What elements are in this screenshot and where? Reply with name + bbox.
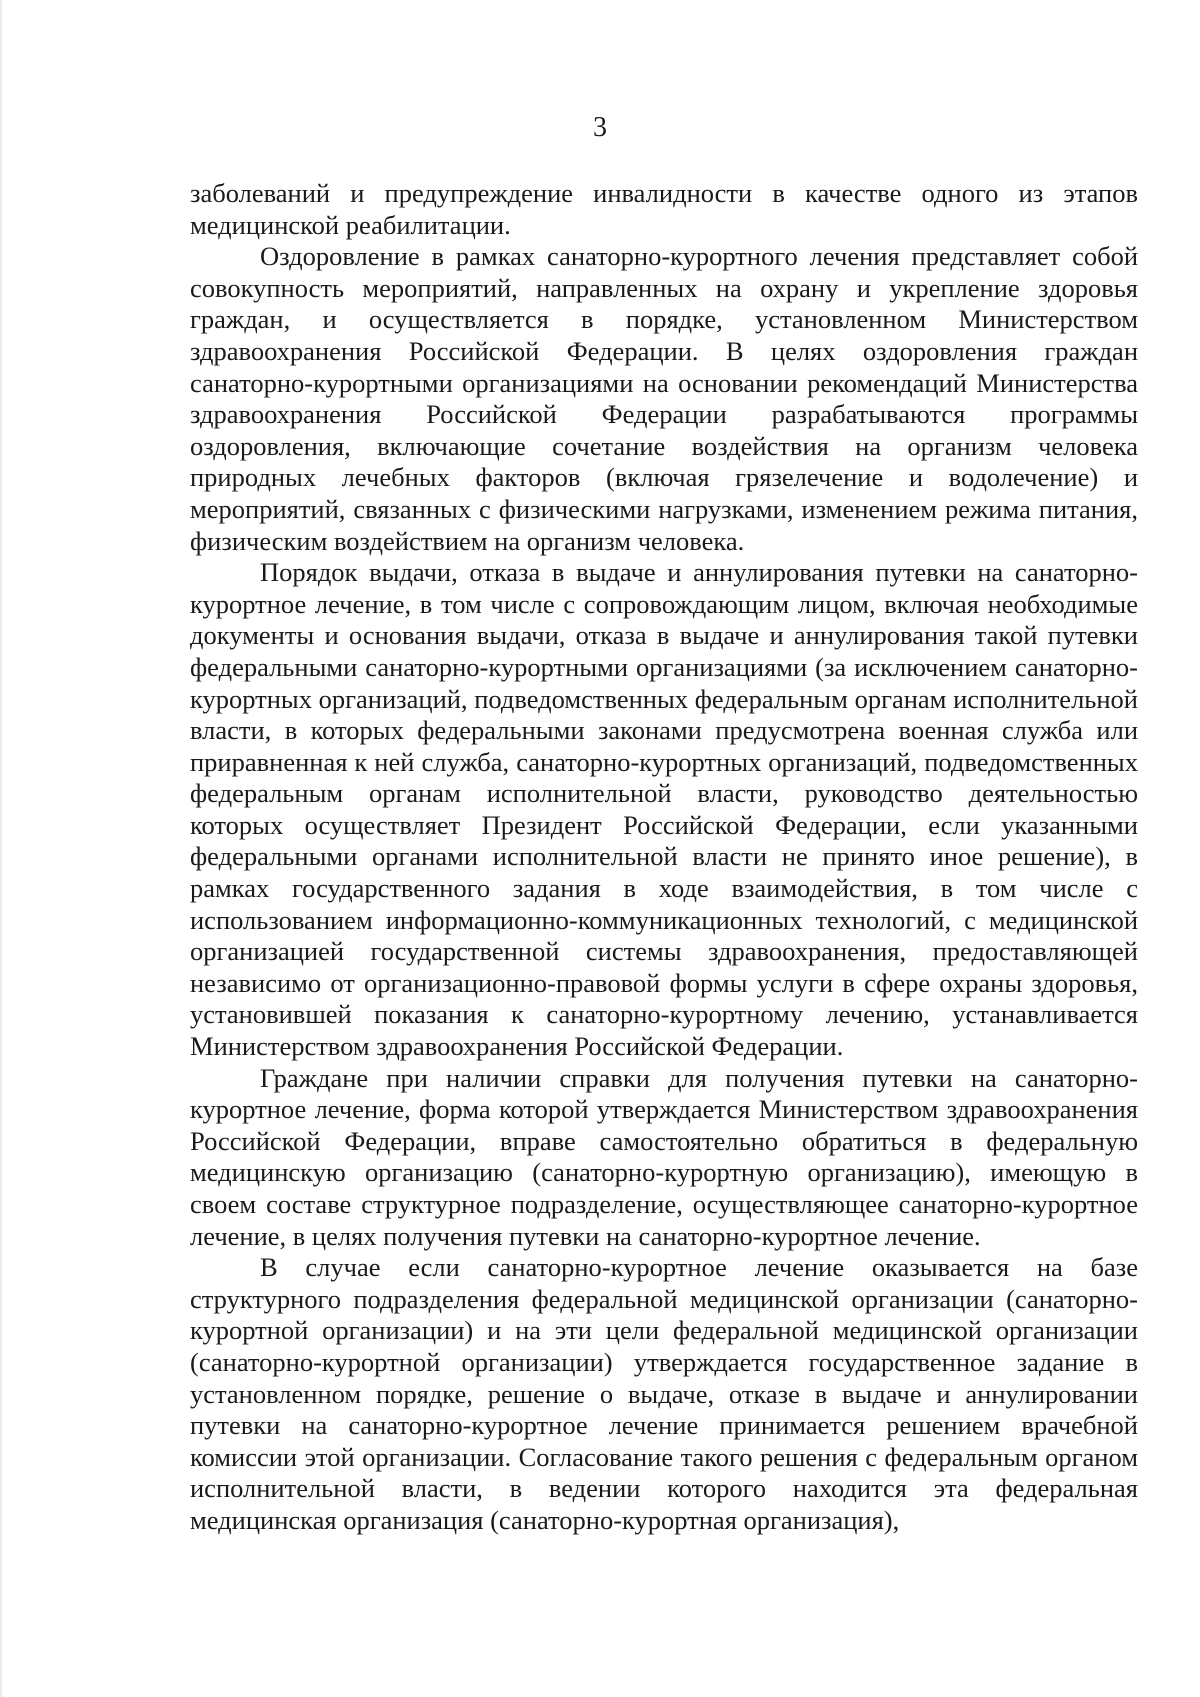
paragraph-2: Оздоровление в рамках санаторно-курортного лечения представляет собой совокупность мероприятий, направленных на охрану и укрепление здоровья граждан, и осуществляется в порядке, установленном Министерством здравоохранения Российской Федерации. В целях оздоровления граждан санаторно-курортными организациями на основании рекомендаций Министерства здравоохранения Российской Федерации разрабатываются программы оздоровления, включающие сочетание воздействия на организм человека природных лечебных факторов (включая грязелечение и водолечение) и мероприятий, связанных с физическими нагрузками, изменением режима питания, физическим воздействием на организм человека. xyxy=(190,241,1138,556)
document-body xyxy=(190,178,1138,1537)
paragraph-3: Порядок выдачи, отказа в выдаче и аннулирования путевки на санаторно-курортное лечение, в том числе с сопровождающим лицом, включая необходимые документы и основания выдачи, отказа в выдаче и аннулирования такой путевки федеральными санаторно-курортными организациями (за исключением санаторно-курортных организаций, подведомственных федеральным органам исполнительной власти, в которых федеральными законами предусмотрена военная служба или приравненная к ней служба, санаторно-курортных организаций, подведомственных федеральным органам исполнительной власти, руководство деятельностью которых осуществляет Президент Российской Федерации, если указанными федеральными органами исполнительной власти не принято иное решение), в рамках государственного задания в ходе взаимодействия, в том числе с использованием информационно-коммуникационных технологий, с медицинской организацией государственной системы здравоохранения, предоставляющей независимо от организационно-правовой формы услуги в сфере охраны здоровья, установившей показания к санаторно-курортному лечению, устанавливается Министерством здравоохранения Российской Федерации. xyxy=(190,557,1138,1062)
scan-edge-shadow xyxy=(0,0,3,1697)
paragraph-4: Граждане при наличии справки для получения путевки на санаторно-курортное лечение, форма которой утверждается Министерством здравоохранения Российской Федерации, вправе самостоятельно обратиться в федеральную медицинскую организацию (санаторно-курортную организацию), имеющую в своем составе структурное подразделение, осуществляющее санаторно-курортное лечение, в целях получения путевки на санаторно-курортное лечение. xyxy=(190,1062,1138,1251)
page-number: 3 xyxy=(593,112,607,143)
paragraph-1: заболеваний и предупреждение инвалидности в качестве одного из этапов медицинской реабилитации. xyxy=(190,178,1138,240)
paragraph-5: В случае если санаторно-курортное лечение оказывается на базе структурного подразделения федеральной медицинской организации (санаторно-курортной организации) и на эти цели федеральной медицинской организации (санаторно-курортной организации) утверждается государственное задание в установленном порядке, решение о выдаче, отказе в выдаче и аннулировании путевки на санаторно-курортное лечение принимается решением врачебной комиссии этой организации. Согласование такого решения с федеральным органом исполнительной власти, в ведении которого находится эта федеральная медицинская организация (санаторно-курортная организация), xyxy=(190,1252,1138,1535)
